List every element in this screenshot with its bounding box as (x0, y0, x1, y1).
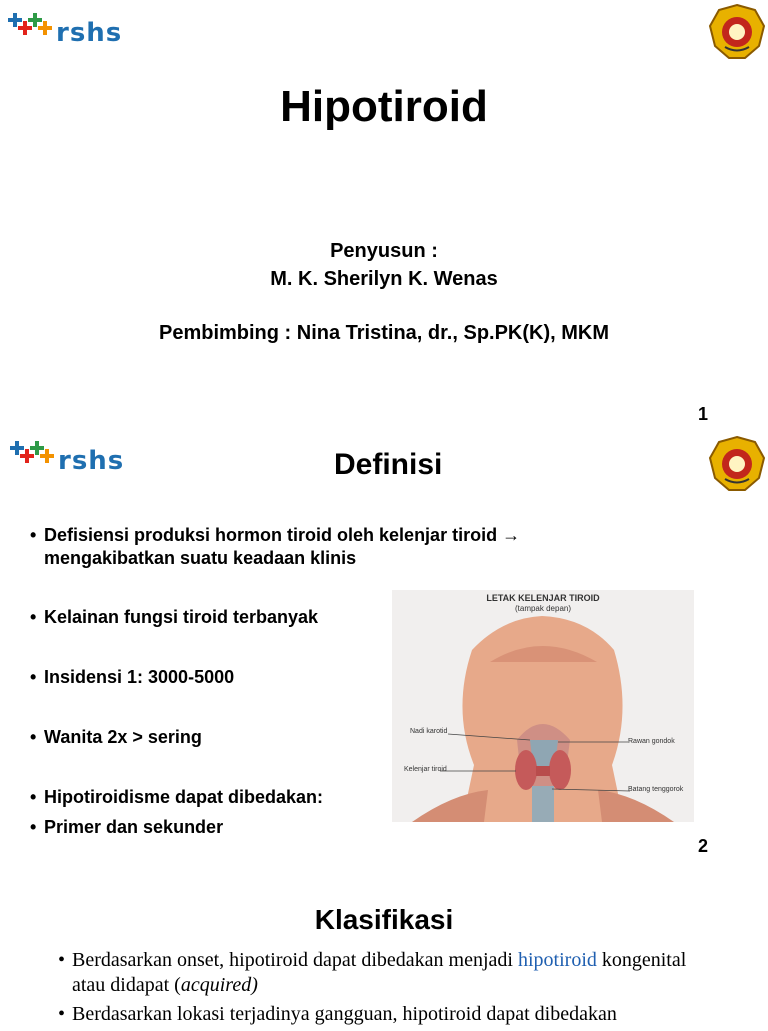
rshs-logo (10, 436, 124, 476)
list-item: • Berdasarkan lokasi terjadinya gangguan, hipotiroid dapat dibedakan (58, 1003, 617, 1025)
author-heading: Penyusun : (330, 240, 438, 262)
label-trachea: Batang tenggorok (628, 786, 684, 793)
figure-subtitle: (tampak depan) (514, 604, 572, 613)
university-seal-icon (707, 2, 767, 62)
list-item: • Wanita 2x > sering (30, 727, 202, 747)
section-title: Klasifikasi (314, 904, 454, 935)
list-item: • Primer dan sekunder (30, 817, 224, 837)
list-item: • Berdasarkan onset, hipotiroid dapat dibedakan menjadi hipotiroid kongenital atau didapat (acquired) (58, 949, 687, 996)
rshs-logo (8, 8, 122, 48)
figure-title: LETAK KELENJAR TIROID (486, 593, 600, 603)
list-item: • Kelainan fungsi tiroid terbanyak (30, 607, 319, 627)
slide-title (0, 0, 768, 432)
page-title: Hipotiroid (280, 82, 488, 131)
author-name: M. K. Sherilyn K. Wenas (270, 268, 498, 290)
page-number: 1 (697, 404, 708, 424)
slide-definisi (0, 432, 768, 864)
supervisor-line: Pembimbing : Nina Tristina, dr., Sp.PK(K), MKM (158, 322, 610, 344)
label-thyroid-gland: Kelenjar tiroid (404, 766, 447, 773)
university-seal-icon (707, 434, 767, 494)
hipotiroid-link[interactable]: hipotiroid (517, 949, 597, 971)
thyroid-location-figure (392, 590, 694, 822)
list-item: • Hipotiroidisme dapat dibedakan: (30, 787, 324, 807)
label-carotid: Nadi karotid (410, 728, 448, 735)
list-item: • Insidensi 1: 3000-5000 (30, 667, 235, 687)
classification-list (58, 948, 708, 1031)
label-cartilage: Rawan gondok (628, 738, 675, 745)
cross-icon (10, 441, 56, 471)
logo-text: rshs (56, 18, 123, 48)
cross-icon (8, 13, 54, 43)
section-title: Definisi (334, 448, 443, 481)
page-number: 2 (697, 836, 708, 856)
list-item: • Defisiensi produksi hormon tiroid oleh kelenjar tiroid → mengakibatkan suatu keadaan klinis (30, 525, 521, 568)
slide-klasifikasi (0, 864, 768, 1024)
logo-text: rshs (58, 446, 125, 476)
